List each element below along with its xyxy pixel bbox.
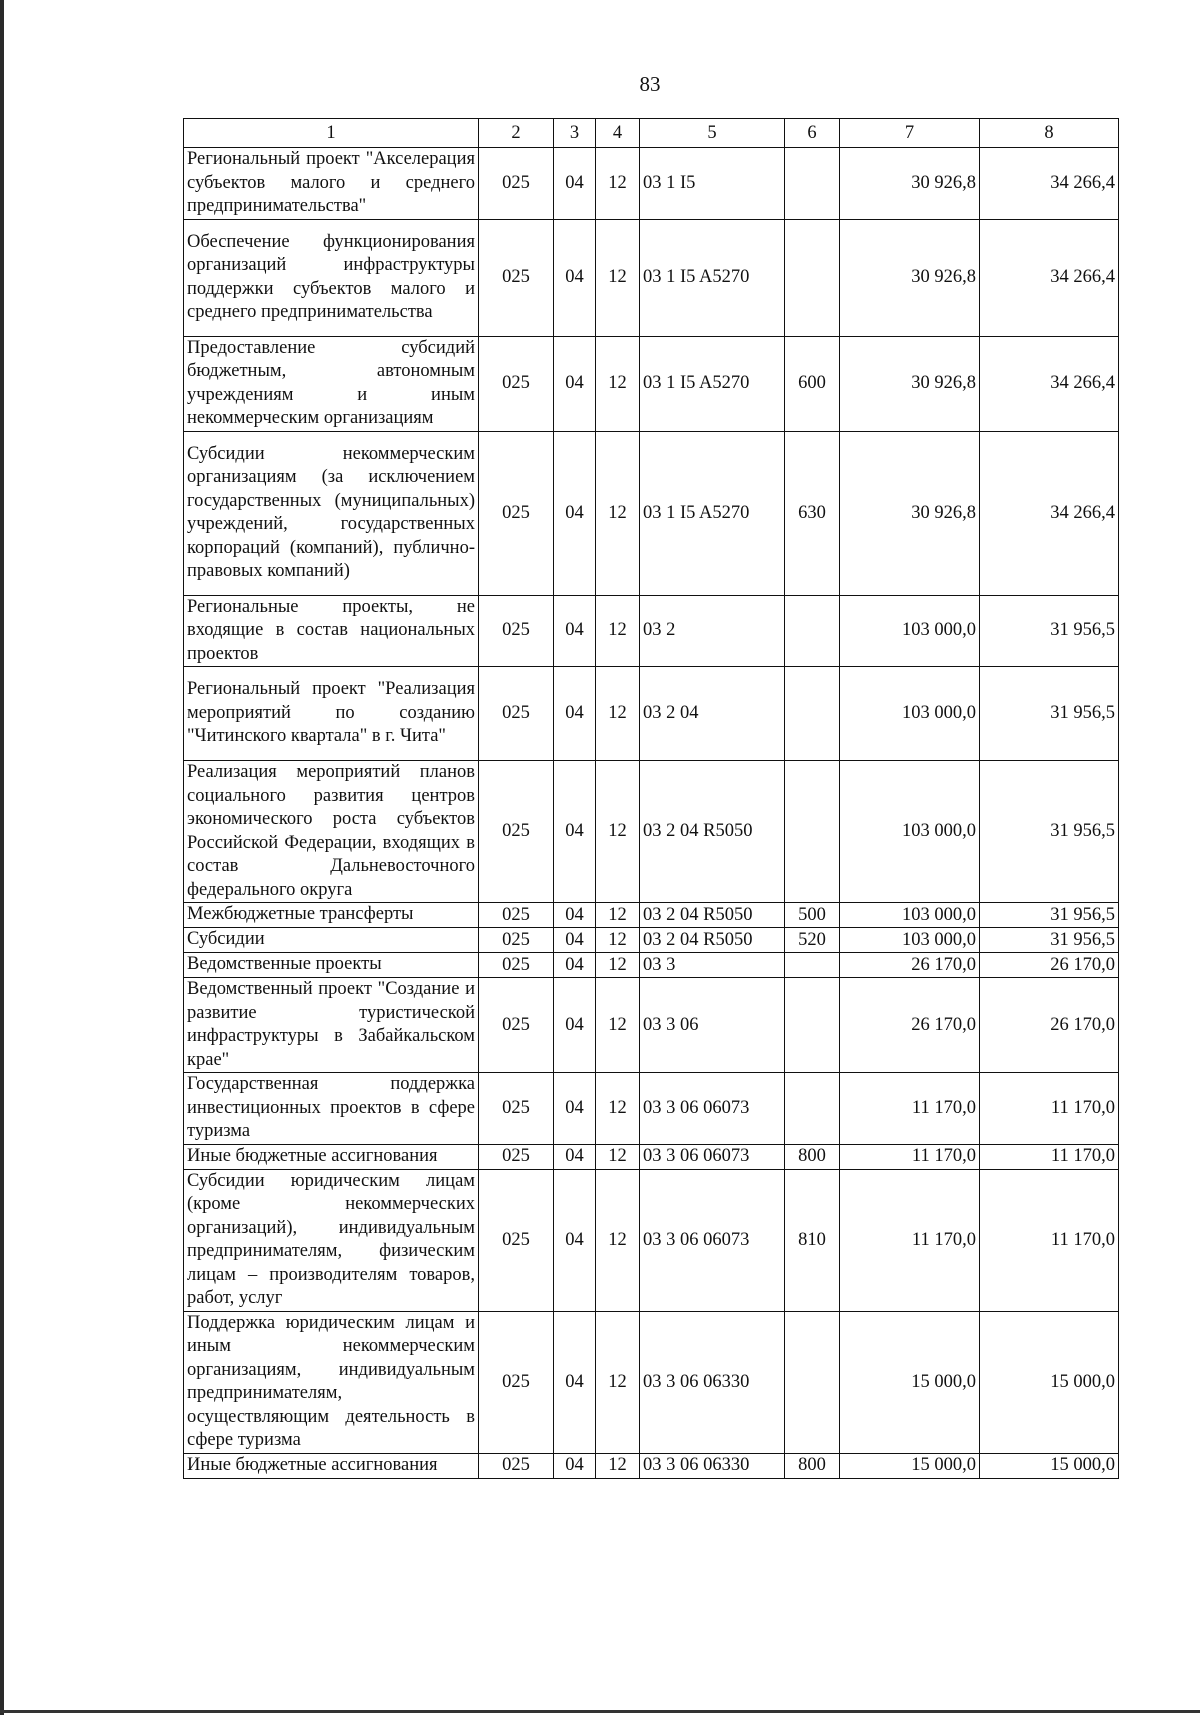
subsection-cell: 12 — [596, 903, 640, 928]
section-cell: 04 — [554, 431, 596, 595]
target-article-cell: 03 3 06 06073 — [640, 1073, 785, 1145]
expense-type-cell: 810 — [785, 1169, 840, 1311]
subsection-cell: 12 — [596, 336, 640, 431]
column-header: 8 — [980, 119, 1119, 148]
amount-year2-cell: 34 266,4 — [980, 431, 1119, 595]
admin-code-cell: 025 — [479, 148, 554, 220]
amount-year1-cell: 15 000,0 — [840, 1311, 980, 1453]
subsection-cell: 12 — [596, 431, 640, 595]
section-cell: 04 — [554, 219, 596, 336]
column-header: 4 — [596, 119, 640, 148]
amount-year1-cell: 103 000,0 — [840, 928, 980, 953]
admin-code-cell: 025 — [479, 978, 554, 1073]
scan-edge-left — [0, 0, 4, 1715]
target-article-cell: 03 1 I5 A5270 — [640, 431, 785, 595]
table-row — [184, 903, 1119, 928]
row-name-cell: Субсидии некоммерческим организациям (за исключением государственных (муниципальных) учреждений, государственных корпораций (компаний), публично-правовых компаний) — [184, 431, 479, 595]
expense-type-cell: 520 — [785, 928, 840, 953]
admin-code-cell: 025 — [479, 1311, 554, 1453]
expense-type-cell — [785, 1311, 840, 1453]
row-name-cell: Межбюджетные трансферты — [184, 903, 479, 928]
section-cell: 04 — [554, 1311, 596, 1453]
table-row — [184, 1453, 1119, 1478]
admin-code-cell: 025 — [479, 219, 554, 336]
amount-year1-cell: 26 170,0 — [840, 953, 980, 978]
row-name-cell: Предоставление субсидий бюджетным, автономным учреждениям и иным некоммерческим организациям — [184, 336, 479, 431]
target-article-cell: 03 1 I5 — [640, 148, 785, 220]
subsection-cell: 12 — [596, 148, 640, 220]
subsection-cell: 12 — [596, 667, 640, 761]
section-cell: 04 — [554, 148, 596, 220]
section-cell: 04 — [554, 928, 596, 953]
amount-year2-cell: 15 000,0 — [980, 1453, 1119, 1478]
expense-type-cell — [785, 953, 840, 978]
admin-code-cell: 025 — [479, 1169, 554, 1311]
amount-year1-cell: 15 000,0 — [840, 1453, 980, 1478]
table-row — [184, 431, 1119, 595]
target-article-cell: 03 3 06 06073 — [640, 1169, 785, 1311]
expense-type-cell: 800 — [785, 1144, 840, 1169]
expense-type-cell — [785, 667, 840, 761]
row-name-cell: Субсидии — [184, 928, 479, 953]
row-name-cell: Поддержка юридическим лицам и иным некоммерческим организациям, индивидуальным предпринимателям, осуществляющим деятельность в сфере туризма — [184, 1311, 479, 1453]
row-name-cell: Реализация мероприятий планов социального развития центров экономического роста субъектов Российской Федерации, входящих в состав Дальневосточного федерального округа — [184, 761, 479, 903]
table-row — [184, 928, 1119, 953]
target-article-cell: 03 3 — [640, 953, 785, 978]
table-row — [184, 667, 1119, 761]
expense-type-cell — [785, 595, 840, 667]
admin-code-cell: 025 — [479, 431, 554, 595]
admin-code-cell: 025 — [479, 667, 554, 761]
subsection-cell: 12 — [596, 1169, 640, 1311]
table-row — [184, 978, 1119, 1073]
expense-type-cell: 630 — [785, 431, 840, 595]
admin-code-cell: 025 — [479, 1453, 554, 1478]
section-cell: 04 — [554, 953, 596, 978]
admin-code-cell: 025 — [479, 1144, 554, 1169]
amount-year2-cell: 34 266,4 — [980, 148, 1119, 220]
column-header: 1 — [184, 119, 479, 148]
expense-type-cell — [785, 1073, 840, 1145]
table-row — [184, 761, 1119, 903]
row-name-cell: Региональный проект "Реализация мероприятий по созданию "Читинского квартала" в г. Чита" — [184, 667, 479, 761]
section-cell: 04 — [554, 1453, 596, 1478]
subsection-cell: 12 — [596, 595, 640, 667]
row-name-cell: Региональный проект "Акселерация субъектов малого и среднего предпринимательства" — [184, 148, 479, 220]
admin-code-cell: 025 — [479, 903, 554, 928]
table-row — [184, 148, 1119, 220]
target-article-cell: 03 2 — [640, 595, 785, 667]
amount-year2-cell: 26 170,0 — [980, 978, 1119, 1073]
target-article-cell: 03 3 06 06330 — [640, 1453, 785, 1478]
table-row — [184, 1144, 1119, 1169]
section-cell: 04 — [554, 336, 596, 431]
amount-year2-cell: 31 956,5 — [980, 903, 1119, 928]
target-article-cell: 03 3 06 06073 — [640, 1144, 785, 1169]
amount-year2-cell: 34 266,4 — [980, 219, 1119, 336]
table-row — [184, 1311, 1119, 1453]
row-name-cell: Обеспечение функционирования организаций инфраструктуры поддержки субъектов малого и среднего предпринимательства — [184, 219, 479, 336]
row-name-cell: Иные бюджетные ассигнования — [184, 1144, 479, 1169]
amount-year2-cell: 11 170,0 — [980, 1144, 1119, 1169]
subsection-cell: 12 — [596, 928, 640, 953]
amount-year1-cell: 30 926,8 — [840, 336, 980, 431]
table-row — [184, 1073, 1119, 1145]
page-number: 83 — [639, 72, 661, 96]
expense-type-cell — [785, 761, 840, 903]
amount-year2-cell: 11 170,0 — [980, 1169, 1119, 1311]
target-article-cell: 03 1 I5 A5270 — [640, 219, 785, 336]
row-name-cell: Иные бюджетные ассигнования — [184, 1453, 479, 1478]
target-article-cell: 03 3 06 — [640, 978, 785, 1073]
admin-code-cell: 025 — [479, 595, 554, 667]
column-header: 2 — [479, 119, 554, 148]
section-cell: 04 — [554, 667, 596, 761]
table-body — [184, 148, 1119, 1479]
amount-year2-cell: 11 170,0 — [980, 1073, 1119, 1145]
subsection-cell: 12 — [596, 1073, 640, 1145]
column-header: 3 — [554, 119, 596, 148]
row-name-cell: Региональные проекты, не входящие в состав национальных проектов — [184, 595, 479, 667]
row-name-cell: Государственная поддержка инвестиционных проектов в сфере туризма — [184, 1073, 479, 1145]
subsection-cell: 12 — [596, 1144, 640, 1169]
amount-year2-cell: 31 956,5 — [980, 667, 1119, 761]
target-article-cell: 03 2 04 — [640, 667, 785, 761]
row-name-cell: Ведомственный проект "Создание и развитие туристической инфраструктуры в Забайкальском крае" — [184, 978, 479, 1073]
amount-year1-cell: 103 000,0 — [840, 595, 980, 667]
row-name-cell: Ведомственные проекты — [184, 953, 479, 978]
target-article-cell: 03 3 06 06330 — [640, 1311, 785, 1453]
amount-year2-cell: 31 956,5 — [980, 595, 1119, 667]
amount-year1-cell: 103 000,0 — [840, 667, 980, 761]
table-row — [184, 953, 1119, 978]
expense-type-cell: 800 — [785, 1453, 840, 1478]
admin-code-cell: 025 — [479, 1073, 554, 1145]
target-article-cell: 03 2 04 R5050 — [640, 928, 785, 953]
expense-type-cell — [785, 978, 840, 1073]
section-cell: 04 — [554, 1169, 596, 1311]
table-row — [184, 336, 1119, 431]
target-article-cell: 03 1 I5 A5270 — [640, 336, 785, 431]
amount-year2-cell: 15 000,0 — [980, 1311, 1119, 1453]
row-name-cell: Субсидии юридическим лицам (кроме некоммерческих организаций), индивидуальным предпринимателям, физическим лицам – производителям товаров, работ, услуг — [184, 1169, 479, 1311]
column-header: 6 — [785, 119, 840, 148]
expense-type-cell — [785, 219, 840, 336]
subsection-cell: 12 — [596, 761, 640, 903]
subsection-cell: 12 — [596, 953, 640, 978]
section-cell: 04 — [554, 595, 596, 667]
table-header-row — [184, 119, 1119, 148]
column-header: 5 — [640, 119, 785, 148]
amount-year1-cell: 11 170,0 — [840, 1073, 980, 1145]
scan-edge-bottom — [0, 1710, 1200, 1713]
budget-table — [183, 118, 1119, 1479]
amount-year2-cell: 31 956,5 — [980, 761, 1119, 903]
amount-year1-cell: 103 000,0 — [840, 903, 980, 928]
table-row — [184, 219, 1119, 336]
column-header: 7 — [840, 119, 980, 148]
subsection-cell: 12 — [596, 1453, 640, 1478]
subsection-cell: 12 — [596, 978, 640, 1073]
table-row — [184, 1169, 1119, 1311]
section-cell: 04 — [554, 1073, 596, 1145]
admin-code-cell: 025 — [479, 953, 554, 978]
admin-code-cell: 025 — [479, 928, 554, 953]
expense-type-cell: 600 — [785, 336, 840, 431]
section-cell: 04 — [554, 903, 596, 928]
amount-year2-cell: 31 956,5 — [980, 928, 1119, 953]
section-cell: 04 — [554, 1144, 596, 1169]
section-cell: 04 — [554, 978, 596, 1073]
amount-year2-cell: 34 266,4 — [980, 336, 1119, 431]
subsection-cell: 12 — [596, 219, 640, 336]
admin-code-cell: 025 — [479, 761, 554, 903]
expense-type-cell — [785, 148, 840, 220]
admin-code-cell: 025 — [479, 336, 554, 431]
amount-year1-cell: 26 170,0 — [840, 978, 980, 1073]
amount-year2-cell: 26 170,0 — [980, 953, 1119, 978]
table-row — [184, 595, 1119, 667]
target-article-cell: 03 2 04 R5050 — [640, 761, 785, 903]
amount-year1-cell: 30 926,8 — [840, 431, 980, 595]
amount-year1-cell: 103 000,0 — [840, 761, 980, 903]
amount-year1-cell: 11 170,0 — [840, 1144, 980, 1169]
expense-type-cell: 500 — [785, 903, 840, 928]
section-cell: 04 — [554, 761, 596, 903]
amount-year1-cell: 11 170,0 — [840, 1169, 980, 1311]
subsection-cell: 12 — [596, 1311, 640, 1453]
amount-year1-cell: 30 926,8 — [840, 219, 980, 336]
amount-year1-cell: 30 926,8 — [840, 148, 980, 220]
target-article-cell: 03 2 04 R5050 — [640, 903, 785, 928]
